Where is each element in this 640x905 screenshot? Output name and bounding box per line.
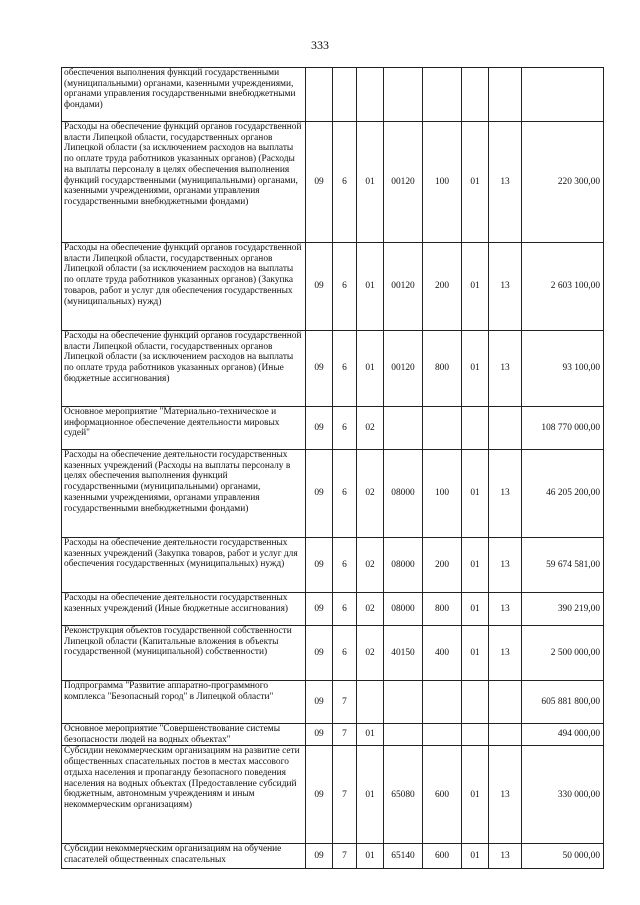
program-code: 7 bbox=[333, 844, 357, 869]
program-code: 7 bbox=[333, 681, 357, 724]
program-code: 6 bbox=[333, 538, 357, 593]
program-code bbox=[333, 68, 357, 122]
ministry-code: 09 bbox=[306, 593, 333, 626]
target-code: 08000 bbox=[384, 450, 423, 538]
section-code bbox=[462, 681, 489, 724]
expense-type-code bbox=[423, 724, 462, 746]
expense-type-code: 200 bbox=[423, 243, 462, 331]
program-code: 6 bbox=[333, 450, 357, 538]
target-code: 65080 bbox=[384, 746, 423, 844]
expense-type-code bbox=[423, 68, 462, 122]
ministry-code: 09 bbox=[306, 122, 333, 243]
ministry-code bbox=[306, 68, 333, 122]
amount-value bbox=[522, 68, 604, 122]
section-code: 01 bbox=[462, 626, 489, 681]
subsection-code: 13 bbox=[489, 331, 522, 407]
subsection-code: 13 bbox=[489, 626, 522, 681]
program-code: 6 bbox=[333, 593, 357, 626]
amount-value: 2 500 000,00 bbox=[522, 626, 604, 681]
row-name: Реконструкция объектов государственной собственности Липецкой области (Капитальные вложения в объекты государственной (муниципальной) собственности) bbox=[62, 626, 306, 681]
expense-type-code bbox=[423, 681, 462, 724]
table-row bbox=[62, 450, 604, 538]
program-code: 6 bbox=[333, 243, 357, 331]
target-code: 65140 bbox=[384, 844, 423, 869]
row-name: Расходы на обеспечение деятельности государственных казенных учреждений (Расходы на выплаты персоналу в целях обеспечения выполнения функций государственными (муниципальными) органами, казенными учреждениями, органами управления государственными внебюджетными фондами) bbox=[62, 450, 306, 538]
row-name: Расходы на обеспечение функций органов государственной власти Липецкой области, государственных органов Липецкой области (за исключением расходов на выплаты по оплате труда работников указанных органов) (Расходы на выплаты персоналу в целях обеспечения выполнения функций государственными (муниципальными) органами, казенными учреждениями, органами управления государственными внебюджетными фондами) bbox=[62, 122, 306, 243]
ministry-code: 09 bbox=[306, 844, 333, 869]
subprogram-code: 01 bbox=[357, 243, 384, 331]
row-name: Подпрограмма "Развитие аппаратно-программного комплекса "Безопасный город" в Липецкой области" bbox=[62, 681, 306, 724]
target-code bbox=[384, 724, 423, 746]
table-row bbox=[62, 681, 604, 724]
amount-value: 220 300,00 bbox=[522, 122, 604, 243]
page-number: 333 bbox=[311, 38, 329, 52]
budget-table bbox=[61, 67, 604, 869]
subprogram-code: 01 bbox=[357, 331, 384, 407]
expense-type-code: 600 bbox=[423, 844, 462, 869]
expense-type-code: 400 bbox=[423, 626, 462, 681]
expense-type-code: 800 bbox=[423, 331, 462, 407]
subsection-code: 13 bbox=[489, 243, 522, 331]
ministry-code: 09 bbox=[306, 538, 333, 593]
table-row bbox=[62, 844, 604, 869]
amount-value: 59 674 581,00 bbox=[522, 538, 604, 593]
amount-value: 494 000,00 bbox=[522, 724, 604, 746]
section-code bbox=[462, 68, 489, 122]
target-code: 00120 bbox=[384, 122, 423, 243]
section-code: 01 bbox=[462, 450, 489, 538]
row-name: Основное мероприятие "Материально-техническое и информационное обеспечение деятельности мировых судей" bbox=[62, 407, 306, 450]
amount-value: 390 219,00 bbox=[522, 593, 604, 626]
program-code: 7 bbox=[333, 746, 357, 844]
table-row bbox=[62, 593, 604, 626]
row-name: обеспечения выполнения функций государственными (муниципальными) органами, казенными учреждениями, органами управления государственными внебюджетными фондами) bbox=[62, 68, 306, 122]
expense-type-code: 800 bbox=[423, 593, 462, 626]
target-code: 40150 bbox=[384, 626, 423, 681]
table-row bbox=[62, 724, 604, 746]
program-code: 6 bbox=[333, 626, 357, 681]
amount-value: 46 205 200,00 bbox=[522, 450, 604, 538]
subsection-code: 13 bbox=[489, 746, 522, 844]
amount-value: 108 770 000,00 bbox=[522, 407, 604, 450]
target-code: 00120 bbox=[384, 243, 423, 331]
expense-type-code: 100 bbox=[423, 122, 462, 243]
subsection-code: 13 bbox=[489, 844, 522, 869]
table-row bbox=[62, 626, 604, 681]
subprogram-code: 01 bbox=[357, 844, 384, 869]
subprogram-code bbox=[357, 68, 384, 122]
ministry-code: 09 bbox=[306, 331, 333, 407]
row-name: Субсидии некоммерческим организациям на обучение спасателей общественных спасательных bbox=[62, 844, 306, 869]
amount-value: 2 603 100,00 bbox=[522, 243, 604, 331]
target-code: 08000 bbox=[384, 593, 423, 626]
expense-type-code bbox=[423, 407, 462, 450]
ministry-code: 09 bbox=[306, 243, 333, 331]
ministry-code: 09 bbox=[306, 407, 333, 450]
section-code: 01 bbox=[462, 331, 489, 407]
subprogram-code: 02 bbox=[357, 626, 384, 681]
section-code: 01 bbox=[462, 593, 489, 626]
table-row bbox=[62, 122, 604, 243]
section-code bbox=[462, 724, 489, 746]
row-name: Расходы на обеспечение функций органов государственной власти Липецкой области, государственных органов Липецкой области (за исключением расходов на выплаты по оплате труда работников указанных органов) (Закупка товаров, работ и услуг для обеспечения государственных (муниципальных) нужд) bbox=[62, 243, 306, 331]
section-code: 01 bbox=[462, 844, 489, 869]
subprogram-code: 02 bbox=[357, 450, 384, 538]
subprogram-code: 02 bbox=[357, 593, 384, 626]
table-row bbox=[62, 68, 604, 122]
ministry-code: 09 bbox=[306, 746, 333, 844]
subprogram-code: 02 bbox=[357, 407, 384, 450]
target-code: 08000 bbox=[384, 538, 423, 593]
subprogram-code: 02 bbox=[357, 538, 384, 593]
ministry-code: 09 bbox=[306, 450, 333, 538]
table-body bbox=[62, 68, 604, 869]
subsection-code bbox=[489, 681, 522, 724]
program-code: 6 bbox=[333, 407, 357, 450]
subsection-code: 13 bbox=[489, 538, 522, 593]
amount-value: 93 100,00 bbox=[522, 331, 604, 407]
target-code bbox=[384, 407, 423, 450]
target-code bbox=[384, 681, 423, 724]
ministry-code: 09 bbox=[306, 681, 333, 724]
table-row bbox=[62, 538, 604, 593]
subsection-code bbox=[489, 407, 522, 450]
table-row bbox=[62, 407, 604, 450]
row-name: Расходы на обеспечение функций органов государственной власти Липецкой области, государственных органов Липецкой области (за исключением расходов на выплаты по оплате труда работников указанных органов) (Иные бюджетные ассигнования) bbox=[62, 331, 306, 407]
subsection-code: 13 bbox=[489, 593, 522, 626]
subprogram-code: 01 bbox=[357, 724, 384, 746]
expense-type-code: 200 bbox=[423, 538, 462, 593]
row-name: Расходы на обеспечение деятельности государственных казенных учреждений (Иные бюджетные ассигнования) bbox=[62, 593, 306, 626]
subprogram-code: 01 bbox=[357, 746, 384, 844]
subsection-code: 13 bbox=[489, 450, 522, 538]
subsection-code bbox=[489, 724, 522, 746]
row-name: Основное мероприятие "Совершенствование системы безопасности людей на водных объектах" bbox=[62, 724, 306, 746]
amount-value: 50 000,00 bbox=[522, 844, 604, 869]
ministry-code: 09 bbox=[306, 724, 333, 746]
section-code: 01 bbox=[462, 538, 489, 593]
amount-value: 330 000,00 bbox=[522, 746, 604, 844]
table-row bbox=[62, 746, 604, 844]
target-code bbox=[384, 68, 423, 122]
expense-type-code: 600 bbox=[423, 746, 462, 844]
subsection-code: 13 bbox=[489, 122, 522, 243]
section-code: 01 bbox=[462, 122, 489, 243]
row-name: Субсидии некоммерческим организациям на развитие сети общественных спасательных постов в местах массового отдыха населения и пропаганду безопасного поведения населения на водных объектах (Предоставление субсидий бюджетным, автономным учреждениям и иным некоммерческим организациям) bbox=[62, 746, 306, 844]
table-row bbox=[62, 331, 604, 407]
table-row bbox=[62, 243, 604, 331]
expense-type-code: 100 bbox=[423, 450, 462, 538]
program-code: 6 bbox=[333, 122, 357, 243]
section-code: 01 bbox=[462, 243, 489, 331]
target-code: 00120 bbox=[384, 331, 423, 407]
subprogram-code: 01 bbox=[357, 122, 384, 243]
amount-value: 605 881 800,00 bbox=[522, 681, 604, 724]
subprogram-code bbox=[357, 681, 384, 724]
section-code bbox=[462, 407, 489, 450]
row-name: Расходы на обеспечение деятельности государственных казенных учреждений (Закупка товаров, работ и услуг для обеспечения государственных (муниципальных) нужд) bbox=[62, 538, 306, 593]
section-code: 01 bbox=[462, 746, 489, 844]
program-code: 6 bbox=[333, 331, 357, 407]
ministry-code: 09 bbox=[306, 626, 333, 681]
program-code: 7 bbox=[333, 724, 357, 746]
subsection-code bbox=[489, 68, 522, 122]
